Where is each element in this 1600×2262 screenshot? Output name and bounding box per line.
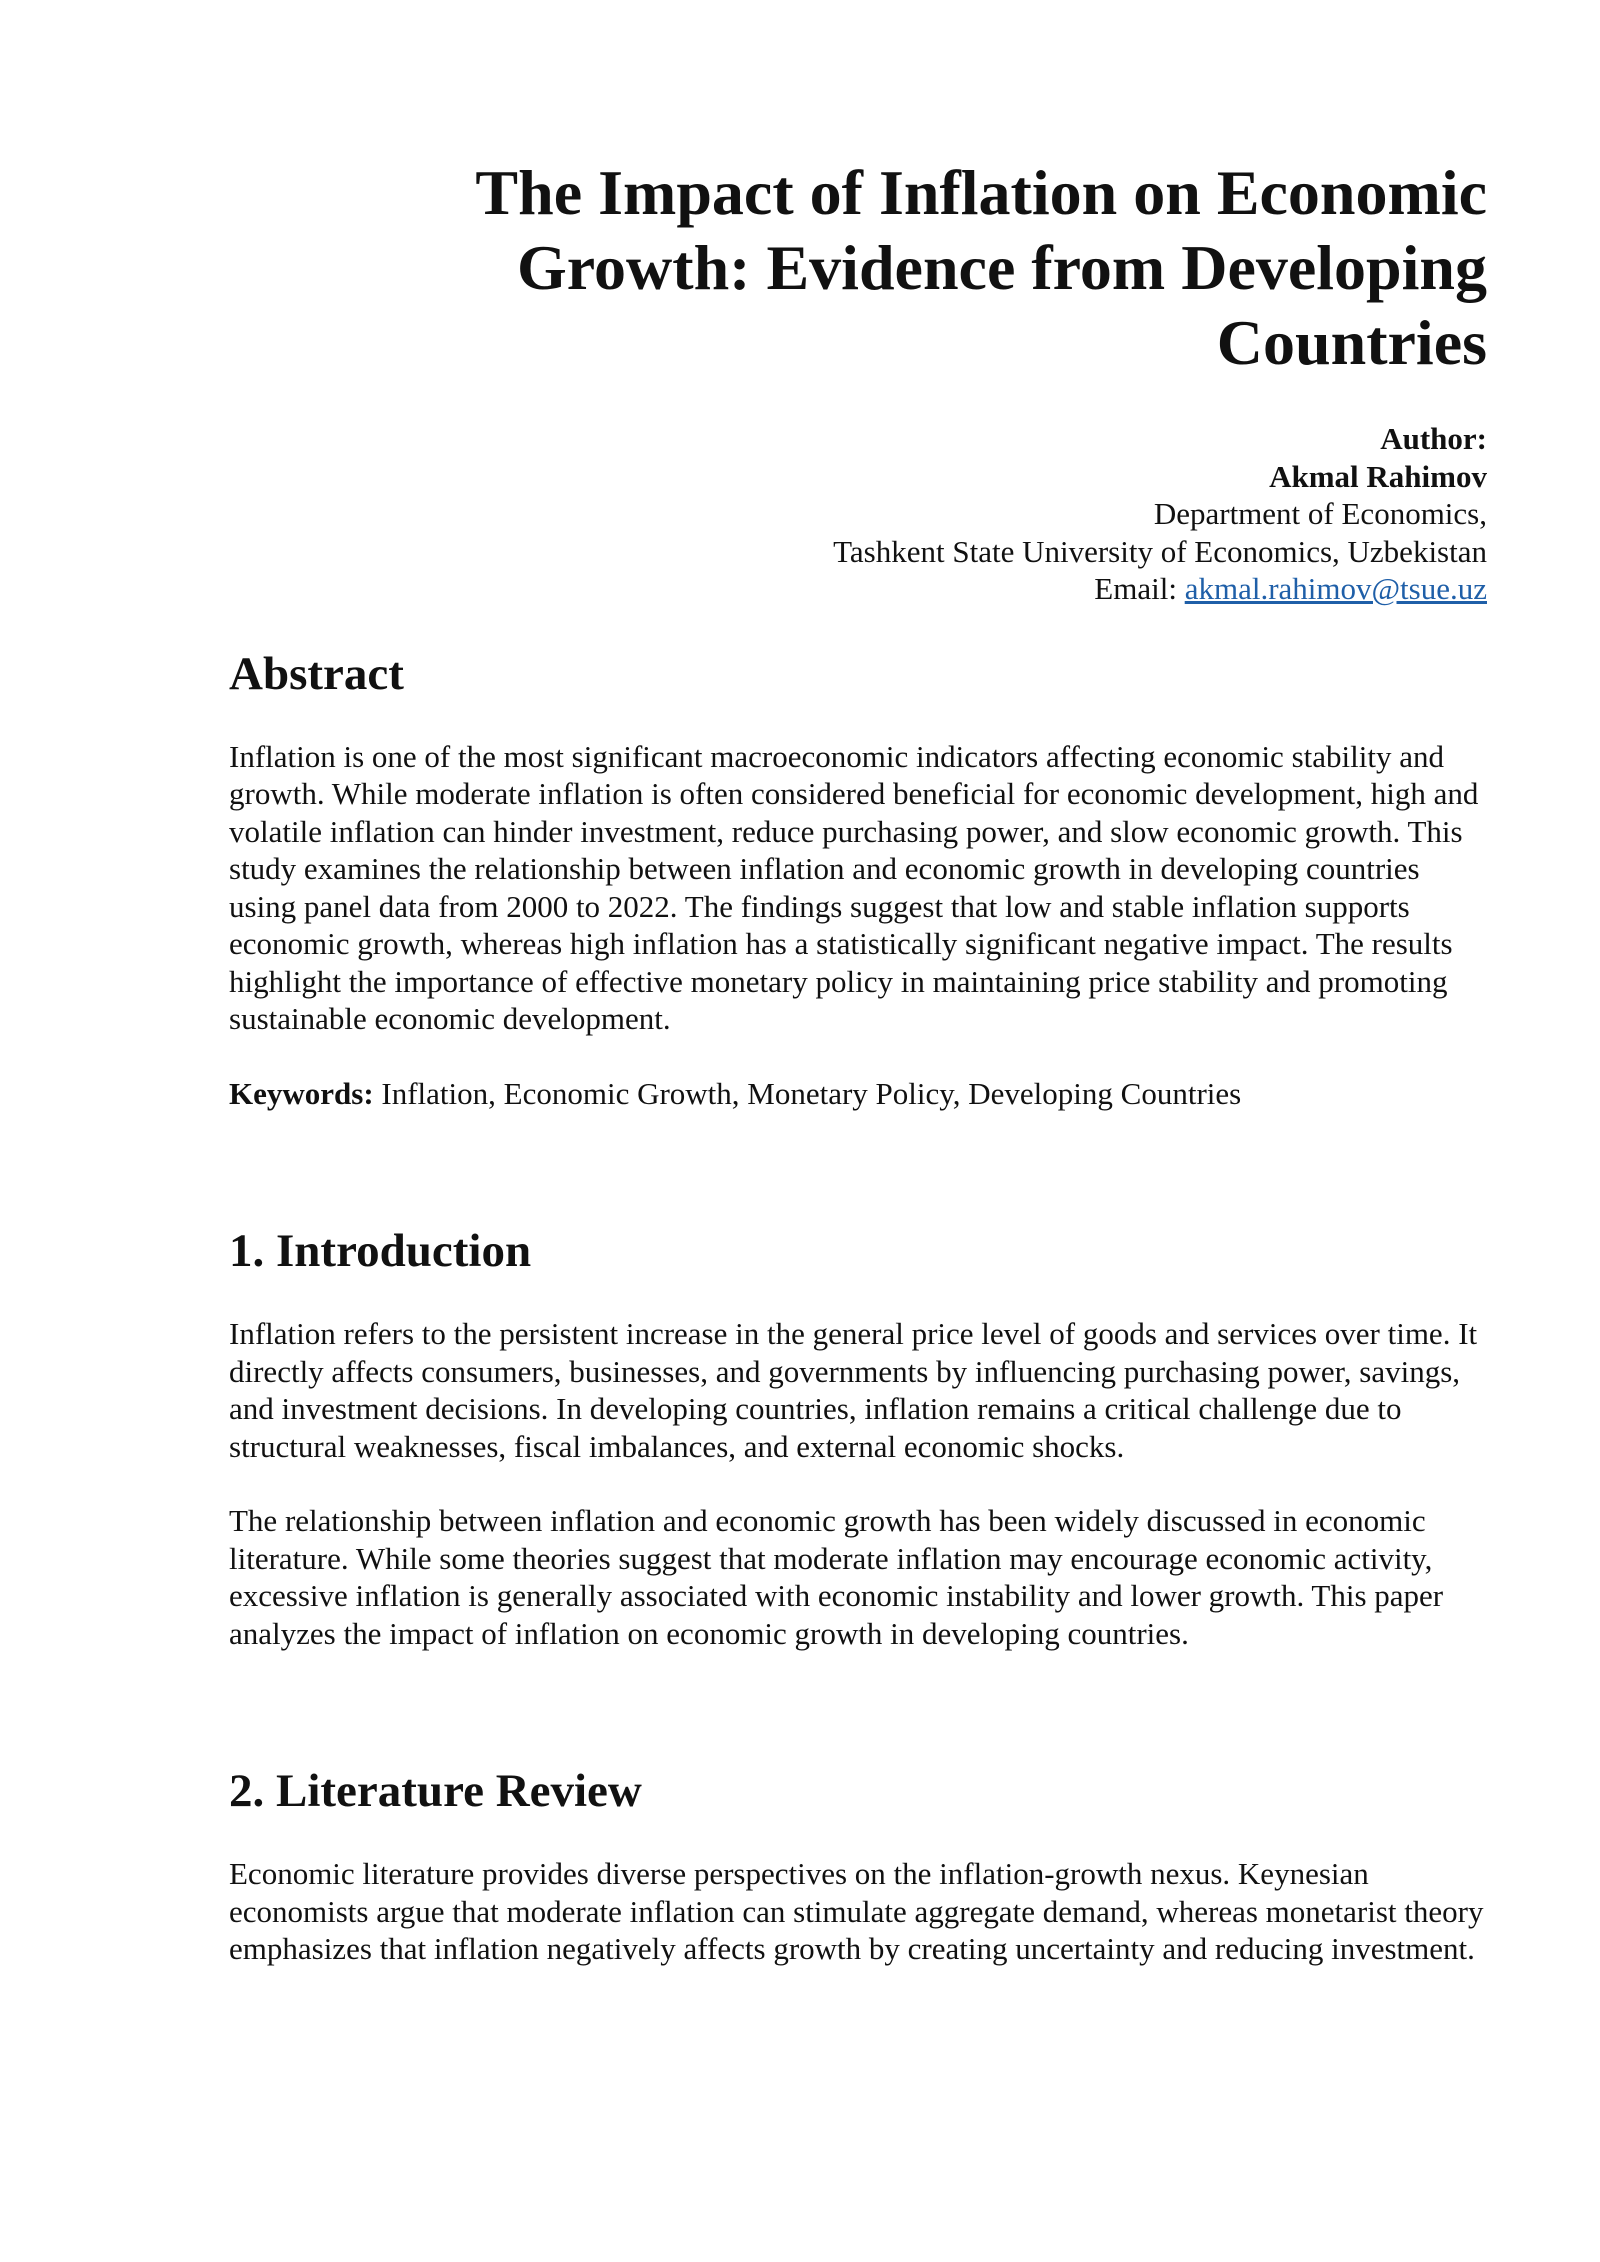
author-label: Author:: [1380, 421, 1487, 456]
email-label: Email:: [1094, 571, 1185, 606]
title-line: Growth: Evidence from Developing: [517, 232, 1487, 303]
literature-review-paragraph: Economic literature provides diverse perspectives on the inflation-growth nexus. Keynesian economists argue that moderate inflation can stimulate aggregate demand, whereas monetarist theory emphasizes that inflation negatively affects growth by creating uncertainty and reducing investment.: [229, 1856, 1484, 1966]
introduction-heading: 1. Introduction: [229, 1225, 532, 1277]
keywords-label: Keywords:: [229, 1075, 374, 1111]
author-department: Department of Economics,: [1153, 496, 1487, 531]
author-name: Akmal Rahimov: [1269, 458, 1487, 494]
keywords-line: [229, 1075, 1487, 1113]
abstract-heading: Abstract: [229, 647, 404, 700]
author-block: [229, 420, 1487, 608]
email-link[interactable]: akmal.rahimov@tsue.uz: [1184, 571, 1487, 606]
title-line: The Impact of Inflation on Economic: [475, 157, 1487, 228]
title-line: Countries: [1216, 307, 1487, 378]
introduction-paragraph: The relationship between inflation and economic growth has been widely discussed in economic literature. While some theories suggest that moderate inflation may encourage economic activity, excessive inflation is generally associated with economic instability and lower growth. This paper analyzes the impact of inflation on economic growth in developing countries.: [229, 1503, 1444, 1651]
abstract-text: Inflation is one of the most significant macroeconomic indicators affecting economic stability and growth. While moderate inflation is often considered beneficial for economic development, high and volatile inflation can hinder investment, reduce purchasing power, and slow economic growth. This study examines the relationship between inflation and economic growth in developing countries using panel data from 2000 to 2022. The findings suggest that low and stable inflation supports economic growth, whereas high inflation has a statistically significant negative impact. The results highlight the importance of effective monetary policy in maintaining price stability and promoting sustainable economic development.: [229, 738, 1479, 1036]
author-university: Tashkent State University of Economics, Uzbekistan: [833, 533, 1487, 569]
author-email-line: [229, 570, 1487, 608]
literature-review-heading: 2. Literature Review: [229, 1765, 642, 1817]
keywords-text: Inflation, Economic Growth, Monetary Policy, Developing Countries: [373, 1075, 1242, 1111]
paper-title: [229, 155, 1487, 380]
introduction-paragraph: Inflation refers to the persistent increase in the general price level of goods and services over time. It directly affects consumers, businesses, and governments by influencing purchasing power, savings, and investment decisions. In developing countries, inflation remains a critical challenge due to structural weaknesses, fiscal imbalances, and external economic shocks.: [229, 1316, 1478, 1464]
document-page: [229, 0, 1487, 1968]
